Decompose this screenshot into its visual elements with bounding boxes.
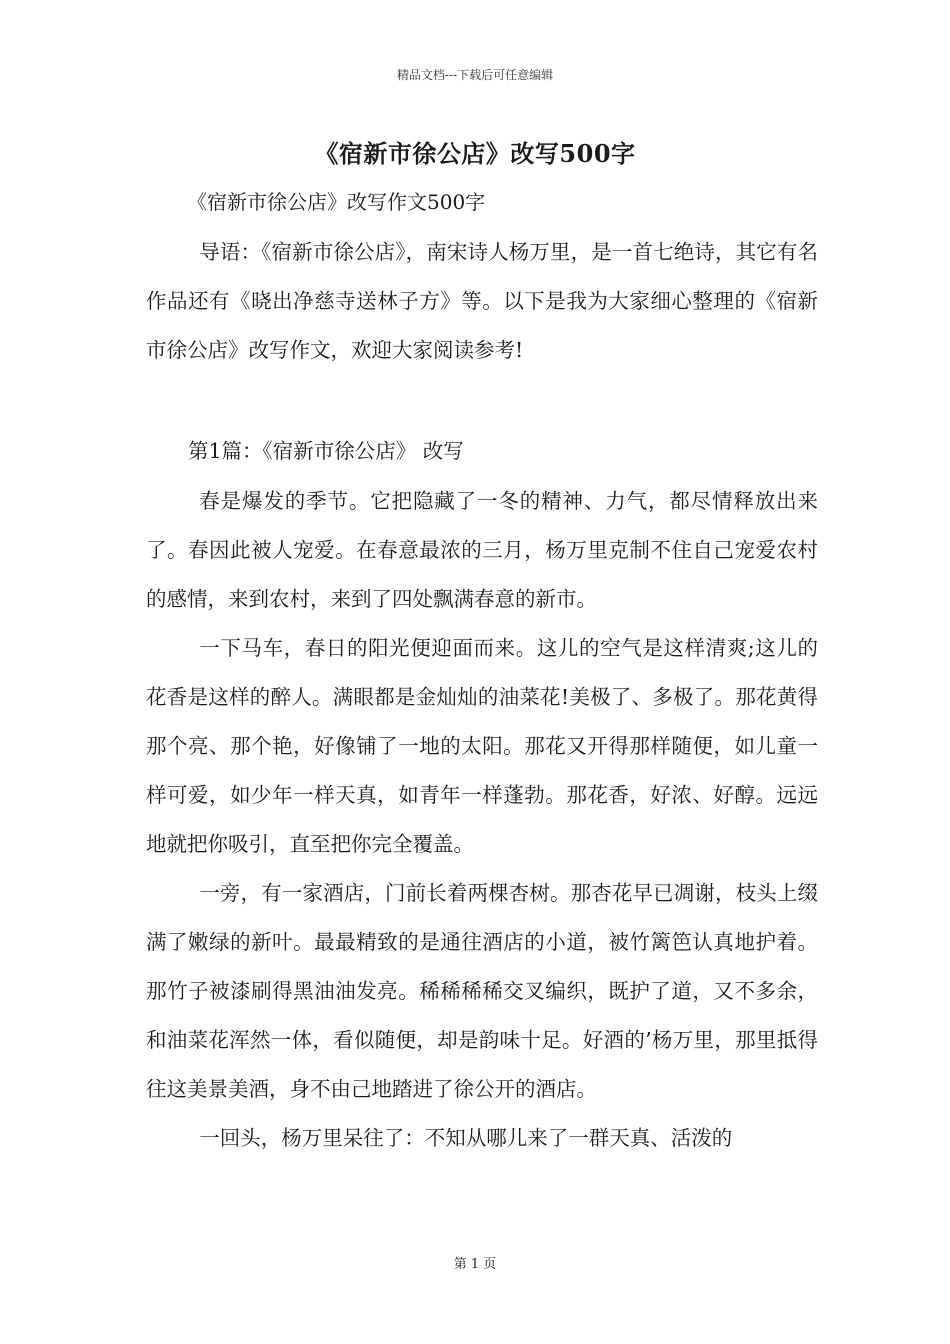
header-note: 精品文档---下载后可任意编辑 (396, 68, 554, 82)
chapter-body (146, 477, 818, 1163)
intro-block (146, 228, 818, 375)
document-title: 《宿新市徐公店》改写500字 (314, 139, 636, 168)
document-subtitle: 《宿新市徐公店》改写作文500字 (187, 190, 486, 214)
section-heading: 第1篇：《宿新市徐公店》 改写 (188, 439, 464, 463)
page-number: 第 1 页 (453, 1257, 497, 1272)
body-paragraph-4: 一回头，杨万里呆往了：不知从哪儿来了一群天真、活泼的 (199, 1126, 733, 1150)
body-paragraph-1: 春是爆发的季节。它把隐藏了一冬的精神、力气，都尽情释放出来了。春因此被人宠爱。在春意最浓的三月，杨万里克制不住自己宠爱农村的感情，来到农村，来到了四处飘满春意的新市。 (146, 489, 818, 611)
body-paragraph-3: 一旁，有一家酒店，门前长着两棵杏树。那杏花早已凋谢，枝头上缀满了嫩绿的新叶。最最精致的是通往酒店的小道，被竹篱笆认真地护着。那竹子被漆刷得黑油油发亮。稀稀稀稀交叉编织，既护了道，又不多余，和油菜花浑然一体，看似随便，却是韵味十足。好酒的’杨万里，那里抵得往这美景美酒，身不由己地踏进了徐公开的酒店。 (146, 881, 818, 1101)
body-paragraph-2: 一下马车，春日的阳光便迎面而来。这儿的空气是这样清爽;这儿的花香是这样的醉人。满眼都是金灿灿的油菜花!美极了、多极了。那花黄得那个亮、那个艳，好像铺了一地的太阳。那花又开得那样随便，如儿童一样可爱，如少年一样天真，如青年一样蓬勃。那花香，好浓、好醇。远远地就把你吸引，直至把你完全覆盖。 (146, 636, 818, 856)
intro-paragraph: 导语：《宿新市徐公店》，南宋诗人杨万里，是一首七绝诗，其它有名作品还有《晓出净慈寺送林子方》等。以下是我为大家细心整理的《宿新市徐公店》改写作文，欢迎大家阅读参考! (146, 240, 818, 362)
